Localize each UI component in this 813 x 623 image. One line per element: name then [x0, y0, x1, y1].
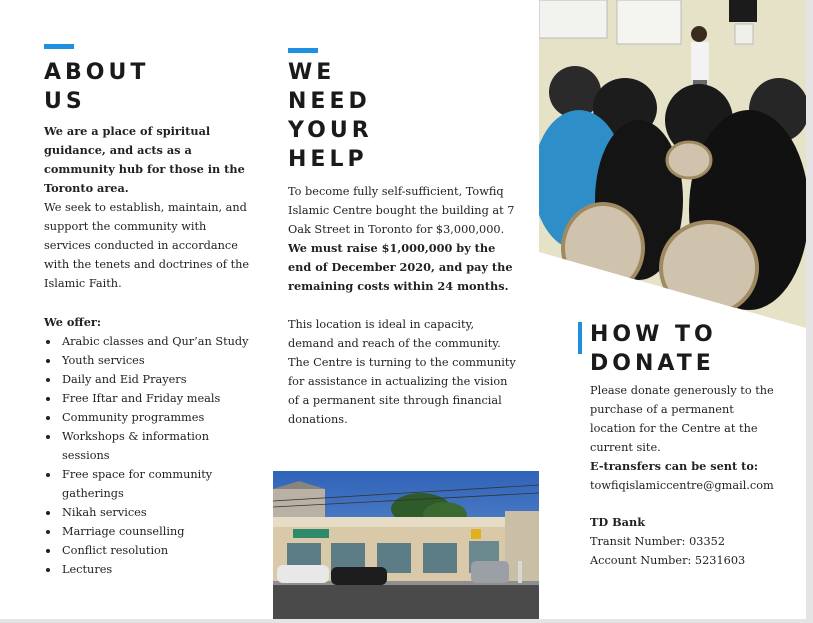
about-intro: We are a place of spiritual guidance, and acts as a community hub for those in the Toronto area.: [44, 124, 245, 195]
classroom-photo: [539, 0, 806, 330]
offer-item: Free Iftar and Friday meals: [44, 389, 249, 408]
help-paragraph-1: [288, 182, 520, 296]
donate-intro: Please donate generously to the purchase of a permanent location for the Centre at the current site.: [590, 384, 774, 454]
about-mission: We seek to establish, maintain, and support the community with services conducted in accordance with the tenets and doctrines of the Islamic Faith.: [44, 201, 250, 290]
bank-name: TD Bank: [590, 515, 646, 529]
offer-item: Marriage counselling: [44, 522, 249, 541]
offer-item: Youth services: [44, 351, 249, 370]
help-paragraph-1-bold: We must raise $1,000,000 by the end of December 2020, and pay the remaining costs within 24 months.: [288, 241, 513, 293]
offer-list: [44, 332, 249, 579]
account-number: Account Number: 5231603: [590, 554, 746, 567]
offer-item: Lectures: [44, 560, 249, 579]
donate-heading: HOW TO DONATE: [590, 322, 717, 376]
help-paragraph-1-plain: To become fully self-sufficient, Towfiq Islamic Centre bought the building at 7 Oak Street in Toronto for $3,000,000.: [288, 185, 515, 236]
offer-item: Daily and Eid Prayers: [44, 370, 249, 389]
offer-item: Arabic classes and Qur’an Study: [44, 332, 249, 351]
about-heading: ABOUT US: [44, 60, 150, 114]
offer-item: Free space for community gatherings: [44, 465, 249, 503]
offer-title: We offer:: [44, 315, 102, 329]
offer-item: Workshops & information sessions: [44, 427, 249, 465]
transit-number: Transit Number: 03352: [590, 535, 726, 548]
offer-item: Conflict resolution: [44, 541, 249, 560]
building-photo: [273, 471, 539, 623]
help-paragraph-2: This location is ideal in capacity, demand and reach of the community. The Centre is turning to the community for assistance in actualizing the vision of a permanent site through financial donations.: [288, 318, 516, 426]
offer-item: Community programmes: [44, 408, 249, 427]
offer-item: Nikah services: [44, 503, 249, 522]
about-accent-bar: [44, 44, 74, 49]
etransfer-email: towfiqislamiccentre@gmail.com: [590, 479, 774, 492]
page-edge-right: [806, 0, 813, 623]
help-accent-bar: [288, 48, 318, 53]
etransfer-label: E-transfers can be sent to:: [590, 459, 759, 473]
help-heading: WE NEED YOUR HELP: [288, 60, 373, 172]
page-edge-bottom: [0, 619, 813, 623]
donate-accent-bar: [578, 322, 582, 354]
